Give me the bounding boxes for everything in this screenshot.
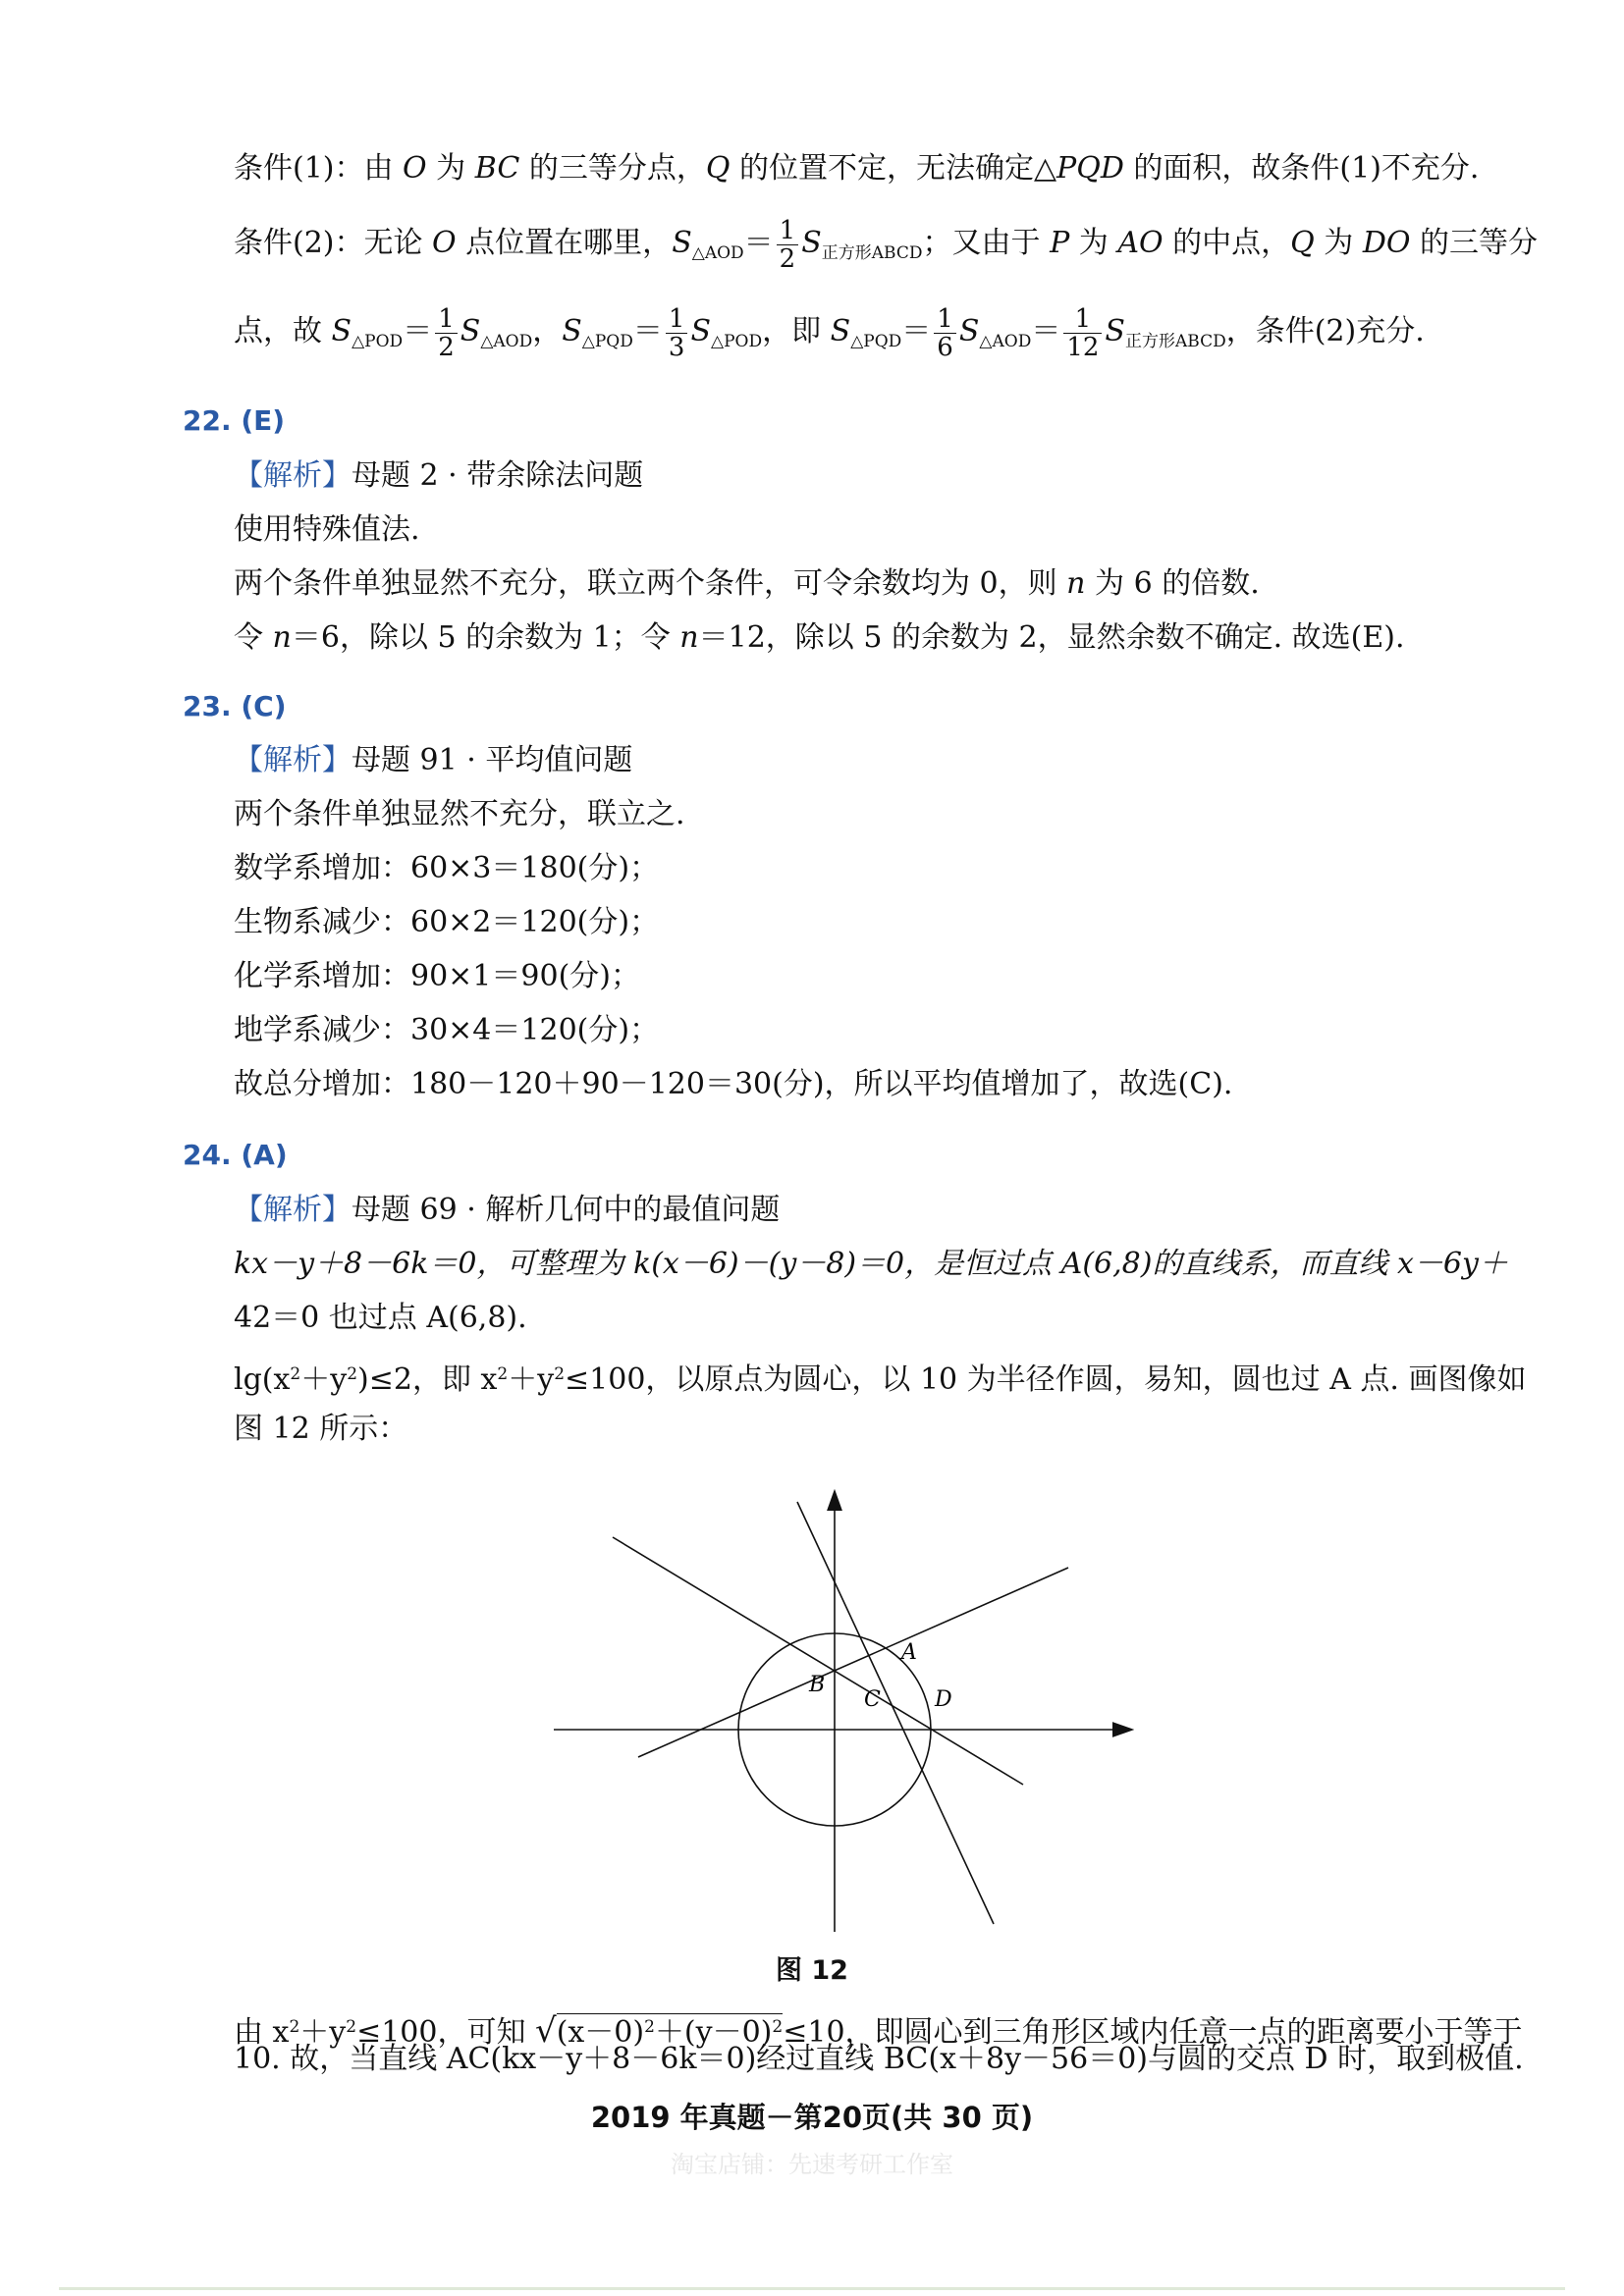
q23-line3: 生物系减少：60×2＝120(分)； <box>234 905 660 939</box>
q24-line6: 10. 故，当直线 AC(kx－y＋8－6k＝0)经过直线 BC(x＋8y－56＝0)与圆的交点 D 时，取到极值. <box>234 2042 1524 2076</box>
q24-number: 24. (A) <box>183 1139 288 1171</box>
q23-topic: 【解析】母题 91 · 平均值问题 <box>234 743 633 777</box>
q22-line1: 使用特殊值法. <box>234 512 420 547</box>
sqrt-expression: $(x-0)^2+(y-0)^2$ <box>556 2015 784 2050</box>
q24-line1: kx－y＋8－6k＝0，可整理为 k(x－6)－(y－8)＝0，是恒过点 A(6,8)的直线系，而直线 x－6y＋ <box>234 1247 1508 1281</box>
q22-line3: 令 n＝6，除以 5 的余数为 1；令 n＝12，除以 5 的余数为 2，显然余数不确定. 故选(E). <box>234 620 1405 655</box>
line-steep <box>797 1502 994 1924</box>
q23-line4: 化学系增加：90×1＝90(分)； <box>234 959 640 993</box>
q24-analysis-tag: 【解析】 <box>234 1193 352 1227</box>
q23-number: 23. (C) <box>183 690 287 722</box>
watermark: 淘宝店铺：先速考研工作室 <box>671 2151 953 2178</box>
figure-caption: 图 12 <box>776 1955 848 1986</box>
page-footer: 2019 年真题－第20页(共 30 页) <box>590 2101 1034 2134</box>
q23-analysis-tag: 【解析】 <box>234 743 352 777</box>
label-B: B <box>809 1673 826 1697</box>
q21-condition2-cont: 点，故 $S_{\triangle POD}=$ $\frac{1}{2}$ $S_{\triangle AOD}$，$S_{\triangle PQD}=$ $\frac{1}{3}$ $S_{\triangle POD}$，即 $S_{\triangle PQD}=$ $\frac{1}{6}$ $S_{\triangle AOD}=$ $\frac{1}{12}$ $S_{正方形ABCD}$，条件(2)充分. <box>234 303 1425 362</box>
line-bc <box>613 1537 1023 1785</box>
figure-12 <box>530 1463 1159 1934</box>
label-A: A <box>901 1640 917 1665</box>
q24-topic: 【解析】母题 69 · 解析几何中的最值问题 <box>234 1193 781 1227</box>
bottom-rule <box>59 2287 1565 2290</box>
q23-line2: 数学系增加：60×3＝180(分)； <box>234 851 660 885</box>
q22-line2: 两个条件单独显然不充分，联立两个条件，可令余数均为 0，则 n 为 6 的倍数. <box>234 566 1260 601</box>
q23-line5: 地学系减少：30×4＝120(分)； <box>234 1013 660 1047</box>
label-D: D <box>935 1687 952 1712</box>
q22-topic: 【解析】母题 2 · 带余除法问题 <box>234 458 644 493</box>
q24-line4: 图 12 所示： <box>234 1412 408 1446</box>
q24-line2: 42＝0 也过点 A(6,8). <box>234 1301 527 1335</box>
q24-line5: 由 $x^2+y^2\le 100$，可知 $√(x-0)^2+(y-0)^2\le 10$，即圆心到三角形区域内任意一点的距离要小于等于 <box>234 2011 1523 2051</box>
q22-analysis-tag: 【解析】 <box>234 458 352 493</box>
q23-line6: 故总分增加：180－120＋90－120＝30(分)，所以平均值增加了，故选(C). <box>234 1067 1233 1101</box>
q22-number: 22. (E) <box>183 404 286 437</box>
q24-line3: $\lg(x^2+y^2)\le 2$，即 $x^2+y^2\le 100$，以原点为圆心，以 10 为半径作圆，易知，圆也过 A 点. 画图像如 <box>234 1362 1527 1397</box>
q21-condition2: 条件(2)：无论 O 点位置在哪里，$S_{\triangle AOD}=$ $\frac{1}{2}$ $S_{正方形ABCD}$；又由于 P 为 AO 的中点，Q 为 DO 的三等分 <box>234 215 1539 274</box>
label-C: C <box>864 1687 881 1712</box>
q21-condition1: 条件(1)：由 O 为 BC 的三等分点，Q 的位置不定，无法确定△PQD 的面积，故条件(1)不充分. <box>234 151 1480 186</box>
line-x-6y-42 <box>638 1568 1068 1757</box>
q23-line1: 两个条件单独显然不充分，联立之. <box>234 797 685 831</box>
